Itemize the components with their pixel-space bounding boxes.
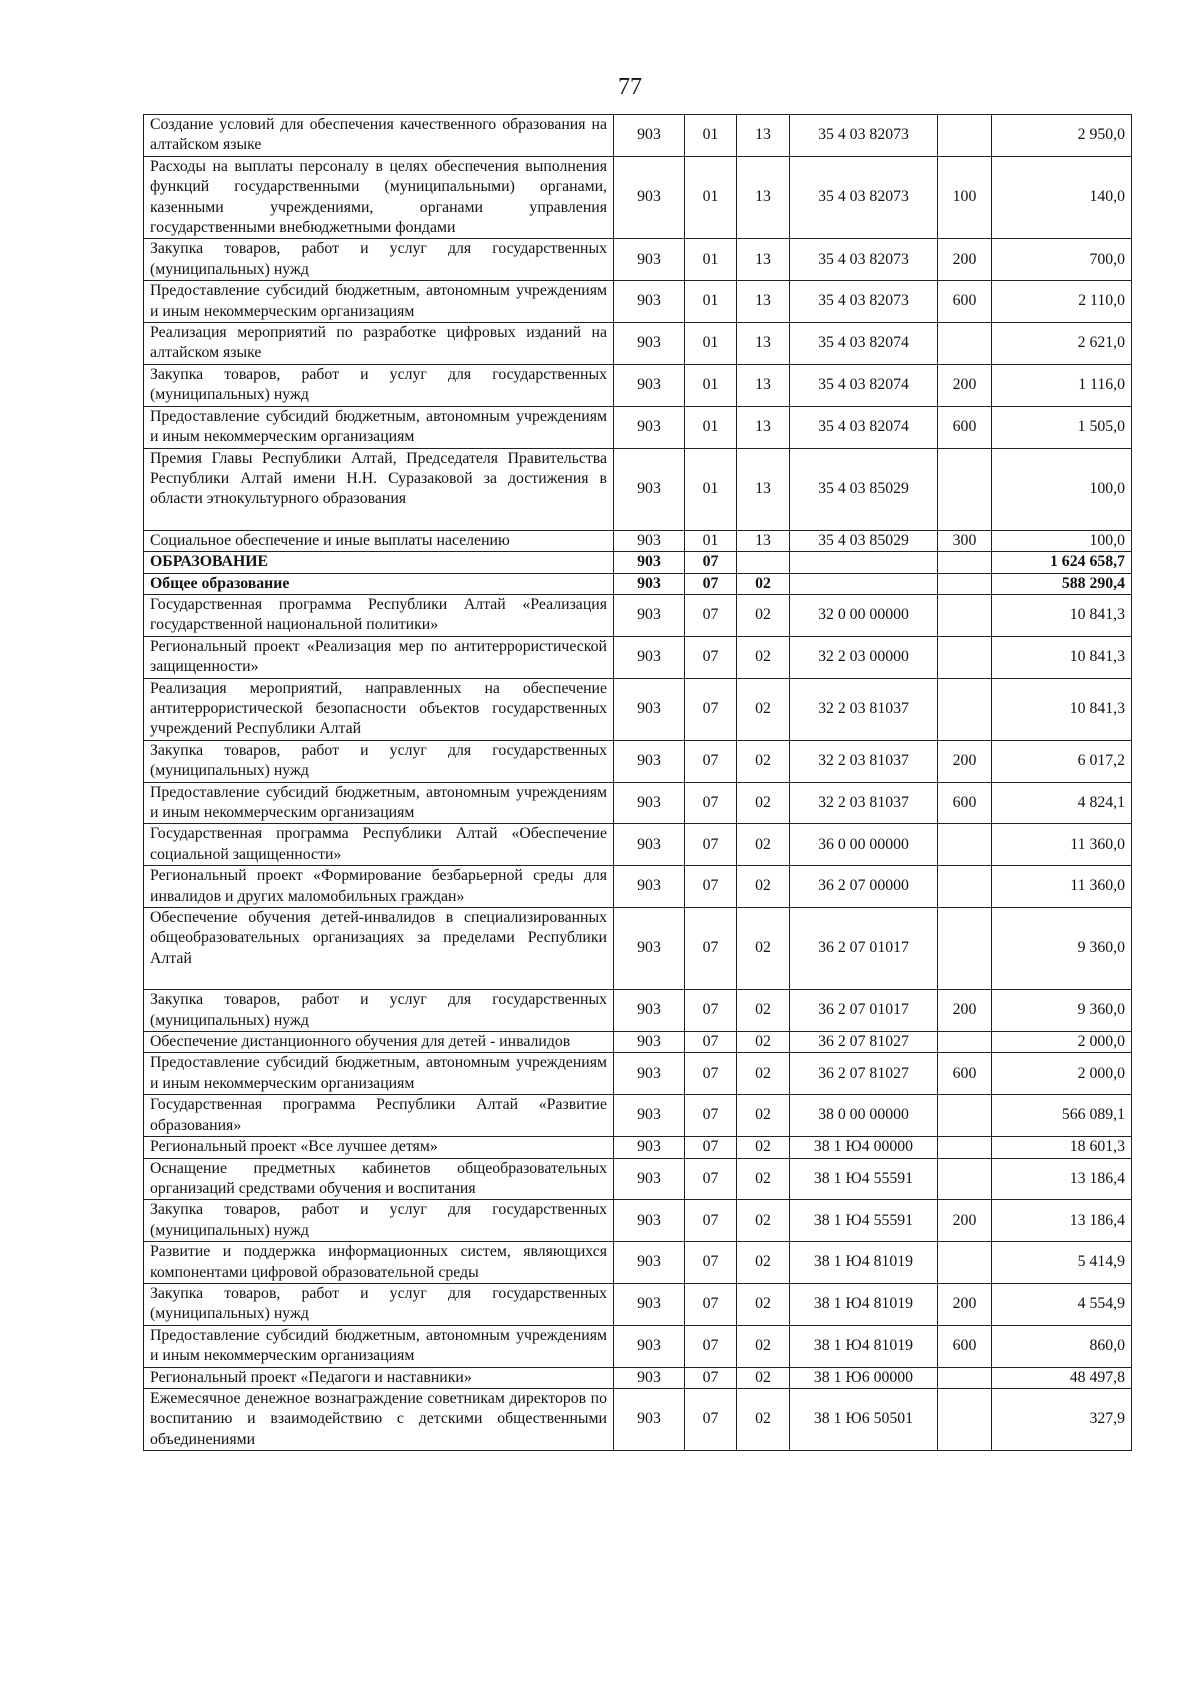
row-gr-code: 903 bbox=[614, 1137, 685, 1158]
row-rz-code: 07 bbox=[685, 636, 737, 678]
row-csr-code: 32 2 03 00000 bbox=[790, 636, 938, 678]
row-rz-code: 07 bbox=[685, 594, 737, 636]
row-gr-code: 903 bbox=[614, 239, 685, 281]
table-row bbox=[144, 782, 1132, 824]
row-csr-code: 32 2 03 81037 bbox=[790, 678, 938, 740]
row-gr-code: 903 bbox=[614, 990, 685, 1032]
row-sum: 2 000,0 bbox=[992, 1053, 1132, 1095]
row-pr-code: 02 bbox=[737, 1367, 790, 1388]
row-name: Предоставление субсидий бюджетным, автономным учреждениям и иным некоммерческим организациям bbox=[144, 406, 614, 448]
row-csr-code: 35 4 03 82073 bbox=[790, 156, 938, 239]
row-sum: 327,9 bbox=[992, 1388, 1132, 1450]
row-sum: 4 554,9 bbox=[992, 1283, 1132, 1325]
row-pr-code: 13 bbox=[737, 323, 790, 365]
row-pr-code: 02 bbox=[737, 1325, 790, 1367]
row-name: Закупка товаров, работ и услуг для государственных (муниципальных) нужд bbox=[144, 1200, 614, 1242]
row-sum: 2 000,0 bbox=[992, 1032, 1132, 1053]
row-rz-code: 01 bbox=[685, 281, 737, 323]
row-name: Создание условий для обеспечения качественного образования на алтайском языке bbox=[144, 115, 614, 157]
row-csr-code: 38 0 00 00000 bbox=[790, 1095, 938, 1137]
row-sum: 13 186,4 bbox=[992, 1200, 1132, 1242]
table-row bbox=[144, 406, 1132, 448]
table-row bbox=[144, 448, 1132, 530]
table-row bbox=[144, 115, 1132, 157]
row-vr-code: 300 bbox=[938, 530, 992, 551]
row-vr-code bbox=[938, 1137, 992, 1158]
row-vr-code bbox=[938, 824, 992, 866]
row-vr-code: 100 bbox=[938, 156, 992, 239]
table-row bbox=[144, 594, 1132, 636]
row-gr-code: 903 bbox=[614, 1200, 685, 1242]
row-gr-code: 903 bbox=[614, 406, 685, 448]
row-name: Предоставление субсидий бюджетным, автономным учреждениям и иным некоммерческим организациям bbox=[144, 1325, 614, 1367]
row-sum: 700,0 bbox=[992, 239, 1132, 281]
row-vr-code bbox=[938, 678, 992, 740]
row-pr-code: 02 bbox=[737, 594, 790, 636]
row-vr-code: 600 bbox=[938, 406, 992, 448]
row-sum: 11 360,0 bbox=[992, 824, 1132, 866]
table-row bbox=[144, 1242, 1132, 1284]
row-gr-code: 903 bbox=[614, 782, 685, 824]
row-rz-code: 07 bbox=[685, 573, 737, 594]
row-sum: 1 116,0 bbox=[992, 364, 1132, 406]
row-pr-code: 02 bbox=[737, 636, 790, 678]
row-gr-code: 903 bbox=[614, 1283, 685, 1325]
table-row bbox=[144, 1158, 1132, 1200]
row-vr-code bbox=[938, 866, 992, 908]
row-pr-code bbox=[737, 552, 790, 573]
row-rz-code: 07 bbox=[685, 1095, 737, 1137]
row-name: Ежемесячное денежное вознаграждение советникам директоров по воспитанию и взаимодействию с детскими общественными объединениями bbox=[144, 1388, 614, 1450]
row-csr-code: 38 1 Ю4 81019 bbox=[790, 1325, 938, 1367]
row-name: Предоставление субсидий бюджетным, автономным учреждениям и иным некоммерческим организациям bbox=[144, 782, 614, 824]
row-sum: 9 360,0 bbox=[992, 990, 1132, 1032]
row-vr-code bbox=[938, 448, 992, 530]
row-gr-code: 903 bbox=[614, 281, 685, 323]
row-pr-code: 02 bbox=[737, 908, 790, 990]
row-vr-code bbox=[938, 323, 992, 365]
row-pr-code: 13 bbox=[737, 448, 790, 530]
row-csr-code: 35 4 03 82073 bbox=[790, 281, 938, 323]
table-row bbox=[144, 281, 1132, 323]
row-gr-code: 903 bbox=[614, 1053, 685, 1095]
row-pr-code: 02 bbox=[737, 824, 790, 866]
table-row bbox=[144, 1053, 1132, 1095]
row-pr-code: 02 bbox=[737, 1032, 790, 1053]
row-name: Развитие и поддержка информационных систем, являющихся компонентами цифровой образовательной среды bbox=[144, 1242, 614, 1284]
row-gr-code: 903 bbox=[614, 323, 685, 365]
row-pr-code: 02 bbox=[737, 1095, 790, 1137]
row-name: Предоставление субсидий бюджетным, автономным учреждениям и иным некоммерческим организациям bbox=[144, 281, 614, 323]
row-name: Закупка товаров, работ и услуг для государственных (муниципальных) нужд bbox=[144, 740, 614, 782]
row-csr-code: 32 2 03 81037 bbox=[790, 782, 938, 824]
row-pr-code: 02 bbox=[737, 678, 790, 740]
row-csr-code: 36 2 07 81027 bbox=[790, 1032, 938, 1053]
row-name: Региональный проект «Педагоги и наставники» bbox=[144, 1367, 614, 1388]
table-row bbox=[144, 1137, 1132, 1158]
row-pr-code: 02 bbox=[737, 1053, 790, 1095]
row-sum: 10 841,3 bbox=[992, 594, 1132, 636]
table-row bbox=[144, 364, 1132, 406]
row-rz-code: 07 bbox=[685, 990, 737, 1032]
row-rz-code: 07 bbox=[685, 1367, 737, 1388]
row-pr-code: 02 bbox=[737, 1200, 790, 1242]
row-rz-code: 01 bbox=[685, 323, 737, 365]
row-pr-code: 02 bbox=[737, 990, 790, 1032]
row-sum: 1 624 658,7 bbox=[992, 552, 1132, 573]
row-pr-code: 02 bbox=[737, 1158, 790, 1200]
row-name: Реализация мероприятий по разработке цифровых изданий на алтайском языке bbox=[144, 323, 614, 365]
row-gr-code: 903 bbox=[614, 1242, 685, 1284]
row-name: Обеспечение дистанционного обучения для детей - инвалидов bbox=[144, 1032, 614, 1053]
row-vr-code: 600 bbox=[938, 782, 992, 824]
row-gr-code: 903 bbox=[614, 1325, 685, 1367]
row-csr-code: 38 1 Ю6 00000 bbox=[790, 1367, 938, 1388]
table-row bbox=[144, 323, 1132, 365]
row-sum: 100,0 bbox=[992, 448, 1132, 530]
row-sum: 9 360,0 bbox=[992, 908, 1132, 990]
table-row bbox=[144, 678, 1132, 740]
row-rz-code: 07 bbox=[685, 1242, 737, 1284]
row-sum: 5 414,9 bbox=[992, 1242, 1132, 1284]
table-row bbox=[144, 1367, 1132, 1388]
row-sum: 860,0 bbox=[992, 1325, 1132, 1367]
row-name: Предоставление субсидий бюджетным, автономным учреждениям и иным некоммерческим организациям bbox=[144, 1053, 614, 1095]
row-gr-code: 903 bbox=[614, 594, 685, 636]
row-name: Государственная программа Республики Алтай «Развитие образования» bbox=[144, 1095, 614, 1137]
row-sum: 2 110,0 bbox=[992, 281, 1132, 323]
row-sum: 140,0 bbox=[992, 156, 1132, 239]
row-rz-code: 01 bbox=[685, 239, 737, 281]
row-rz-code: 01 bbox=[685, 406, 737, 448]
row-vr-code bbox=[938, 1032, 992, 1053]
table-row bbox=[144, 156, 1132, 239]
row-rz-code: 07 bbox=[685, 1032, 737, 1053]
row-sum: 100,0 bbox=[992, 530, 1132, 551]
table-row bbox=[144, 1032, 1132, 1053]
row-vr-code bbox=[938, 1388, 992, 1450]
row-vr-code bbox=[938, 1242, 992, 1284]
row-gr-code: 903 bbox=[614, 636, 685, 678]
row-rz-code: 07 bbox=[685, 824, 737, 866]
row-gr-code: 903 bbox=[614, 552, 685, 573]
row-vr-code: 600 bbox=[938, 1325, 992, 1367]
row-sum: 10 841,3 bbox=[992, 678, 1132, 740]
row-name: Обеспечение обучения детей-инвалидов в специализированных общеобразовательных организациях за пределами Республики Алтай bbox=[144, 908, 614, 990]
row-rz-code: 07 bbox=[685, 908, 737, 990]
row-pr-code: 02 bbox=[737, 740, 790, 782]
row-name: Расходы на выплаты персоналу в целях обеспечения выполнения функций государственными (муниципальными) органами, казенными учреждениями, органами управления государственными внебюджетными фондами bbox=[144, 156, 614, 239]
row-rz-code: 01 bbox=[685, 530, 737, 551]
table-row bbox=[144, 530, 1132, 551]
budget-table bbox=[143, 114, 1132, 1451]
table-body bbox=[144, 115, 1132, 1451]
row-gr-code: 903 bbox=[614, 1367, 685, 1388]
table-row bbox=[144, 866, 1132, 908]
row-csr-code: 32 2 03 81037 bbox=[790, 740, 938, 782]
row-rz-code: 01 bbox=[685, 156, 737, 239]
row-sum: 588 290,4 bbox=[992, 573, 1132, 594]
row-name: Социальное обеспечение и иные выплаты населению bbox=[144, 530, 614, 551]
table-row bbox=[144, 636, 1132, 678]
row-csr-code: 38 1 Ю4 55591 bbox=[790, 1158, 938, 1200]
row-sum: 10 841,3 bbox=[992, 636, 1132, 678]
row-csr-code bbox=[790, 573, 938, 594]
row-vr-code: 600 bbox=[938, 1053, 992, 1095]
row-csr-code: 35 4 03 82073 bbox=[790, 115, 938, 157]
row-pr-code: 13 bbox=[737, 156, 790, 239]
row-csr-code: 36 2 07 81027 bbox=[790, 1053, 938, 1095]
row-name: Закупка товаров, работ и услуг для государственных (муниципальных) нужд bbox=[144, 1283, 614, 1325]
row-rz-code: 07 bbox=[685, 1388, 737, 1450]
row-rz-code: 01 bbox=[685, 448, 737, 530]
table-row bbox=[144, 552, 1132, 573]
row-sum: 2 950,0 bbox=[992, 115, 1132, 157]
row-gr-code: 903 bbox=[614, 740, 685, 782]
row-vr-code: 200 bbox=[938, 990, 992, 1032]
row-csr-code: 35 4 03 82074 bbox=[790, 364, 938, 406]
row-csr-code: 36 2 07 01017 bbox=[790, 990, 938, 1032]
row-sum: 48 497,8 bbox=[992, 1367, 1132, 1388]
table-row bbox=[144, 990, 1132, 1032]
row-vr-code bbox=[938, 1367, 992, 1388]
table-row bbox=[144, 908, 1132, 990]
row-rz-code: 07 bbox=[685, 1200, 737, 1242]
row-gr-code: 903 bbox=[614, 115, 685, 157]
row-gr-code: 903 bbox=[614, 530, 685, 551]
row-rz-code: 07 bbox=[685, 552, 737, 573]
row-vr-code: 200 bbox=[938, 239, 992, 281]
row-name: Региональный проект «Реализация мер по антитеррористической защищенности» bbox=[144, 636, 614, 678]
page-number: 77 bbox=[618, 74, 642, 100]
row-pr-code: 02 bbox=[737, 1388, 790, 1450]
row-pr-code: 13 bbox=[737, 530, 790, 551]
row-csr-code: 38 1 Ю4 00000 bbox=[790, 1137, 938, 1158]
table-row bbox=[144, 1325, 1132, 1367]
row-vr-code bbox=[938, 115, 992, 157]
row-gr-code: 903 bbox=[614, 1095, 685, 1137]
table-row bbox=[144, 824, 1132, 866]
row-vr-code bbox=[938, 908, 992, 990]
row-gr-code: 903 bbox=[614, 678, 685, 740]
row-pr-code: 02 bbox=[737, 782, 790, 824]
row-csr-code: 35 4 03 82074 bbox=[790, 323, 938, 365]
row-sum: 18 601,3 bbox=[992, 1137, 1132, 1158]
row-rz-code: 07 bbox=[685, 866, 737, 908]
row-gr-code: 903 bbox=[614, 573, 685, 594]
row-vr-code: 200 bbox=[938, 1283, 992, 1325]
row-csr-code: 38 1 Ю4 55591 bbox=[790, 1200, 938, 1242]
row-sum: 11 360,0 bbox=[992, 866, 1132, 908]
row-gr-code: 903 bbox=[614, 866, 685, 908]
row-csr-code: 35 4 03 85029 bbox=[790, 530, 938, 551]
row-csr-code: 32 0 00 00000 bbox=[790, 594, 938, 636]
row-rz-code: 07 bbox=[685, 1158, 737, 1200]
row-name: Государственная программа Республики Алтай «Реализация государственной национальной политики» bbox=[144, 594, 614, 636]
row-csr-code bbox=[790, 552, 938, 573]
row-vr-code: 200 bbox=[938, 740, 992, 782]
row-csr-code: 36 2 07 01017 bbox=[790, 908, 938, 990]
row-pr-code: 02 bbox=[737, 1137, 790, 1158]
row-name: Реализация мероприятий, направленных на обеспечение антитеррористической безопасности объектов государственных учреждений Республики Алтай bbox=[144, 678, 614, 740]
row-name: Региональный проект «Все лучшее детям» bbox=[144, 1137, 614, 1158]
table-row bbox=[144, 740, 1132, 782]
row-csr-code: 36 0 00 00000 bbox=[790, 824, 938, 866]
row-rz-code: 07 bbox=[685, 678, 737, 740]
row-gr-code: 903 bbox=[614, 908, 685, 990]
table-row bbox=[144, 573, 1132, 594]
row-pr-code: 02 bbox=[737, 573, 790, 594]
row-csr-code: 35 4 03 82074 bbox=[790, 406, 938, 448]
row-pr-code: 13 bbox=[737, 115, 790, 157]
table-row bbox=[144, 1200, 1132, 1242]
row-rz-code: 07 bbox=[685, 782, 737, 824]
row-gr-code: 903 bbox=[614, 1032, 685, 1053]
row-gr-code: 903 bbox=[614, 156, 685, 239]
row-pr-code: 13 bbox=[737, 364, 790, 406]
row-gr-code: 903 bbox=[614, 824, 685, 866]
row-vr-code bbox=[938, 573, 992, 594]
row-gr-code: 903 bbox=[614, 1158, 685, 1200]
row-vr-code: 200 bbox=[938, 1200, 992, 1242]
row-pr-code: 02 bbox=[737, 866, 790, 908]
row-csr-code: 38 1 Ю6 50501 bbox=[790, 1388, 938, 1450]
row-name: Закупка товаров, работ и услуг для государственных (муниципальных) нужд bbox=[144, 364, 614, 406]
row-sum: 1 505,0 bbox=[992, 406, 1132, 448]
row-pr-code: 13 bbox=[737, 406, 790, 448]
row-csr-code: 35 4 03 85029 bbox=[790, 448, 938, 530]
row-rz-code: 07 bbox=[685, 1325, 737, 1367]
row-csr-code: 38 1 Ю4 81019 bbox=[790, 1242, 938, 1284]
row-pr-code: 13 bbox=[737, 239, 790, 281]
row-sum: 4 824,1 bbox=[992, 782, 1132, 824]
row-sum: 566 089,1 bbox=[992, 1095, 1132, 1137]
row-csr-code: 36 2 07 00000 bbox=[790, 866, 938, 908]
row-vr-code bbox=[938, 594, 992, 636]
row-name: Закупка товаров, работ и услуг для государственных (муниципальных) нужд bbox=[144, 990, 614, 1032]
row-pr-code: 02 bbox=[737, 1242, 790, 1284]
row-sum: 2 621,0 bbox=[992, 323, 1132, 365]
row-name: Общее образование bbox=[144, 573, 614, 594]
row-rz-code: 01 bbox=[685, 364, 737, 406]
row-name: Государственная программа Республики Алтай «Обеспечение социальной защищенности» bbox=[144, 824, 614, 866]
row-rz-code: 07 bbox=[685, 1283, 737, 1325]
row-gr-code: 903 bbox=[614, 448, 685, 530]
table-row bbox=[144, 1388, 1132, 1450]
row-name: Региональный проект «Формирование безбарьерной среды для инвалидов и других маломобильных граждан» bbox=[144, 866, 614, 908]
row-name: Оснащение предметных кабинетов общеобразовательных организаций средствами обучения и воспитания bbox=[144, 1158, 614, 1200]
row-vr-code bbox=[938, 636, 992, 678]
row-vr-code: 600 bbox=[938, 281, 992, 323]
row-rz-code: 07 bbox=[685, 1053, 737, 1095]
row-rz-code: 01 bbox=[685, 115, 737, 157]
row-csr-code: 38 1 Ю4 81019 bbox=[790, 1283, 938, 1325]
row-pr-code: 02 bbox=[737, 1283, 790, 1325]
row-sum: 13 186,4 bbox=[992, 1158, 1132, 1200]
row-rz-code: 07 bbox=[685, 1137, 737, 1158]
row-csr-code: 35 4 03 82073 bbox=[790, 239, 938, 281]
row-vr-code: 200 bbox=[938, 364, 992, 406]
table-row bbox=[144, 239, 1132, 281]
row-vr-code bbox=[938, 1095, 992, 1137]
row-name: Закупка товаров, работ и услуг для государственных (муниципальных) нужд bbox=[144, 239, 614, 281]
row-gr-code: 903 bbox=[614, 1388, 685, 1450]
row-name: Премия Главы Республики Алтай, Председателя Правительства Республики Алтай имени Н.Н. Суразаковой за достижения в области этнокультурного образования bbox=[144, 448, 614, 530]
row-rz-code: 07 bbox=[685, 740, 737, 782]
row-sum: 6 017,2 bbox=[992, 740, 1132, 782]
row-vr-code bbox=[938, 552, 992, 573]
table-row bbox=[144, 1283, 1132, 1325]
row-pr-code: 13 bbox=[737, 281, 790, 323]
row-gr-code: 903 bbox=[614, 364, 685, 406]
table-row bbox=[144, 1095, 1132, 1137]
row-vr-code bbox=[938, 1158, 992, 1200]
row-name: ОБРАЗОВАНИЕ bbox=[144, 552, 614, 573]
